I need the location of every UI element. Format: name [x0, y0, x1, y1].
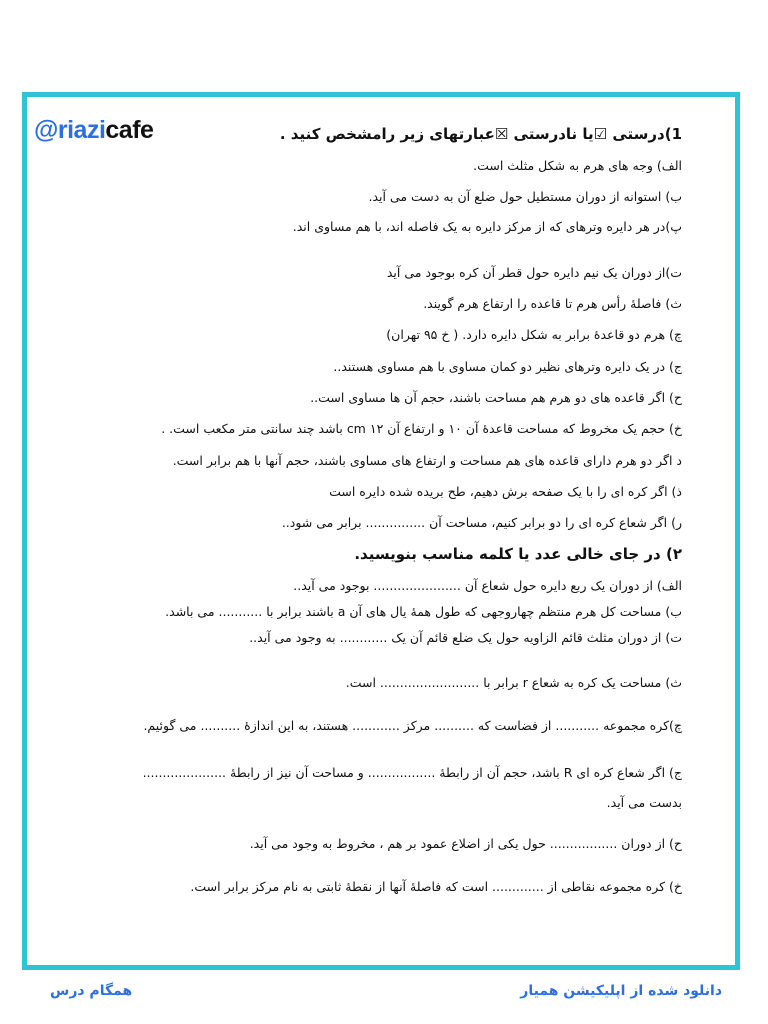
section1-item: ت)از دوران یک نیم دایره حول قطر آن کره بوجود می آید [386, 265, 682, 280]
section1-item: ر) اگر شعاع کره ای را دو برابر کنیم، مساحت آن ............... برابر می شود.. [281, 515, 682, 530]
section1-item: ب) استوانه از دوران مستطیل حول ضلع آن به دست می آید. [368, 189, 682, 204]
section2-item: ح) از دوران ................. حول یکی از اضلاع عمود بر هم ، مخروط به وجود می آید. [249, 836, 682, 851]
brand-part1: @riazi [34, 116, 106, 144]
brand-part2: cafe [105, 116, 154, 144]
section1-item: ث) فاصلهٔ رأس هرم تا قاعده را ارتفاع هرم گویند. [423, 296, 682, 311]
section2-item: ث) مساحت یک کره به شعاع r برابر با ......................... است. [345, 675, 682, 690]
section2-item: ت) از دوران مثلث قائم الزاویه حول یک ضلع قائم آن یک ............ به وجود می آید.. [249, 630, 682, 645]
brand-logo [34, 116, 153, 145]
section1-item: ذ) اگر کره ای را با یک صفحه برش دهیم، طح بریده شده دایره است [329, 484, 682, 499]
section1-item: ج) در یک دایره وترهای نظیر دو کمان مساوی با هم مساوی هستند.. [333, 359, 682, 374]
section1-title: 1)درستی ☑یا نادرستی ☒عبارتهای زیر رامشخص کنید . [279, 125, 682, 143]
section1-item: خ) حجم یک مخروط که مساحت قاعدهٔ آن ۱۰ و ارتفاع آن ۱۲ cm باشد چند سانتی متر مکعب است. . [161, 421, 682, 436]
section2-item: ج) اگر شعاع کره ای R باشد، حجم آن از رابطهٔ ................. و مساحت آن نیز از رابطهٔ ..................... بدست می آید. [142, 765, 682, 810]
section2-item: ب) مساحت کل هرم منتظم چهاروجهی که طول همهٔ یال های آن a باشند برابر با ........... می باشد. [165, 604, 682, 619]
section2-item: خ) کره مجموعه نقاطی از ............. است که فاصلهٔ آنها از نقطهٔ ثابتی به نام مرکز برابر است. [190, 879, 682, 894]
section2-item: چ)کره مجموعه ........... از فضاست که .......... مرکز ............ هستند، به این اندازهٔ .......... می گوئیم. [143, 718, 682, 733]
section1-item: ح) اگر قاعده های دو هرم هم مساحت باشند، حجم آن ها مساوی است.. [310, 390, 682, 405]
section1-item: چ) هرم دو قاعدهٔ برابر به شکل دایره دارد. ( خ ۹۵ تهران) [386, 327, 682, 342]
section2-item: الف) از دوران یک ربع دایره حول شعاع آن ...................... بوجود می آید.. [293, 578, 682, 593]
footer-left-label: همگام درس [50, 983, 133, 999]
footer-right-label: دانلود شده از اپلیکیشن همیار [520, 983, 722, 999]
section2-title: ۲) در جای خالی عدد یا کلمه مناسب بنویسید. [354, 545, 682, 563]
section1-item: الف) وجه های هرم به شکل مثلث است. [473, 158, 682, 173]
section1-item: پ)در هر دایره وترهای که از مرکز دایره به یک فاصله اند، با هم مساوی اند. [292, 219, 682, 234]
section1-item: د اگر دو هرم دارای قاعده های هم مساحت و ارتفاع های مساوی باشند، حجم آنها با هم برابر است. [172, 453, 682, 468]
